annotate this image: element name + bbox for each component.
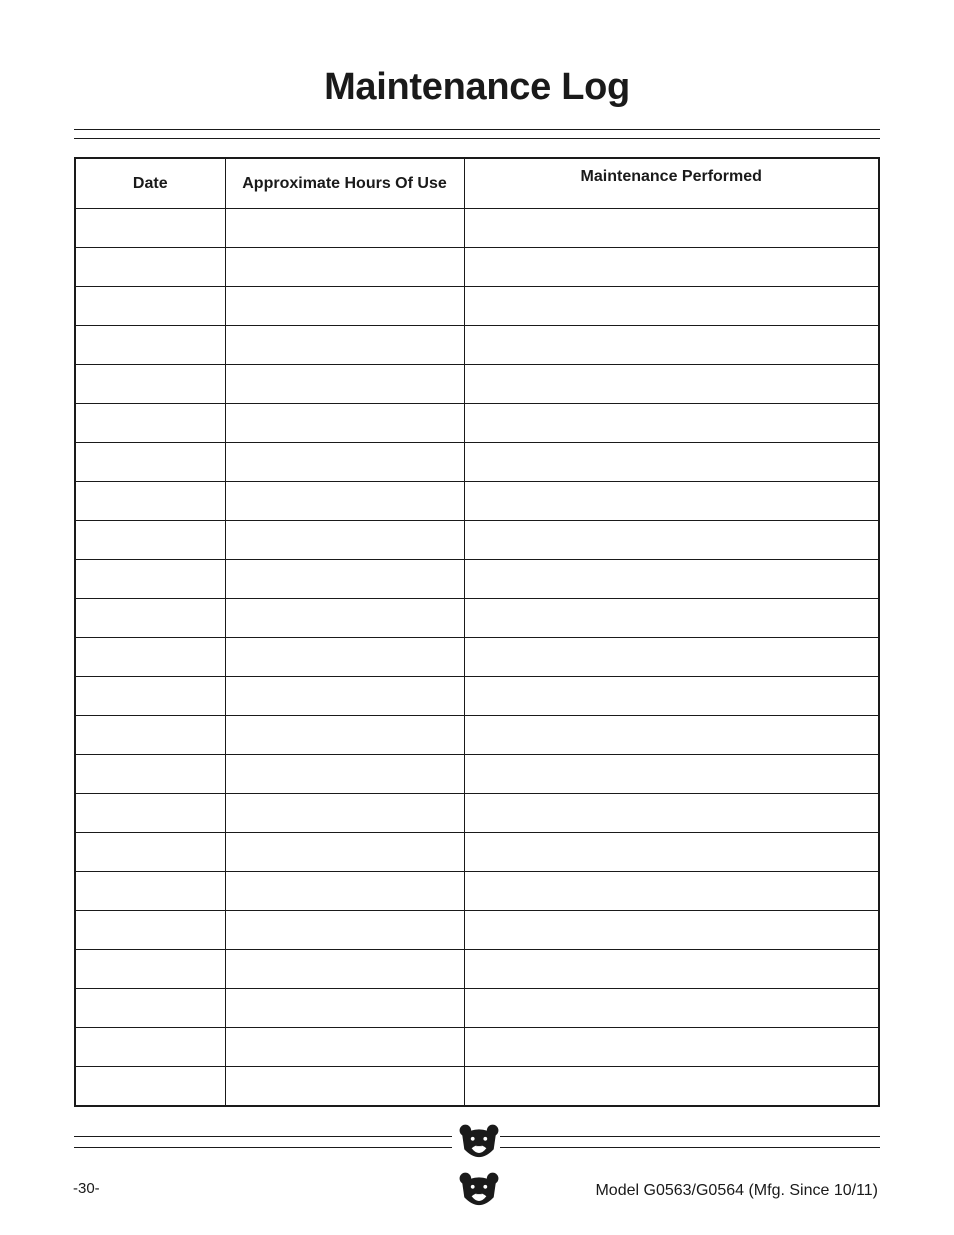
maintenance-cell[interactable] (464, 248, 879, 287)
table-row (75, 911, 879, 950)
date-cell[interactable] (75, 677, 225, 716)
hours-cell[interactable] (225, 872, 464, 911)
table-row (75, 560, 879, 599)
hours-cell[interactable] (225, 911, 464, 950)
footer-rule-right-top (500, 1136, 880, 1137)
model-info: Model G0563/G0564 (Mfg. Since 10/11) (595, 1182, 878, 1199)
table-row (75, 794, 879, 833)
date-cell[interactable] (75, 326, 225, 365)
maintenance-cell[interactable] (464, 716, 879, 755)
footer-rule-right-bottom (500, 1147, 880, 1148)
maintenance-cell[interactable] (464, 326, 879, 365)
table-row (75, 833, 879, 872)
header-rule-bottom (74, 138, 880, 139)
table-row (75, 521, 879, 560)
table-row (75, 365, 879, 404)
table-row (75, 404, 879, 443)
page-number: -30- (73, 1180, 100, 1197)
hours-cell[interactable] (225, 638, 464, 677)
date-cell[interactable] (75, 599, 225, 638)
table-row (75, 482, 879, 521)
maintenance-cell[interactable] (464, 638, 879, 677)
date-cell[interactable] (75, 248, 225, 287)
hours-cell[interactable] (225, 1067, 464, 1107)
page-title: Maintenance Log (324, 66, 630, 108)
hours-cell[interactable] (225, 209, 464, 248)
date-cell[interactable] (75, 872, 225, 911)
date-cell[interactable] (75, 989, 225, 1028)
date-cell[interactable] (75, 833, 225, 872)
date-cell[interactable] (75, 443, 225, 482)
date-cell[interactable] (75, 560, 225, 599)
date-cell[interactable] (75, 911, 225, 950)
maintenance-cell[interactable] (464, 482, 879, 521)
maintenance-cell[interactable] (464, 209, 879, 248)
maintenance-cell[interactable] (464, 1028, 879, 1067)
maintenance-cell[interactable] (464, 677, 879, 716)
maintenance-cell[interactable] (464, 521, 879, 560)
maintenance-cell[interactable] (464, 911, 879, 950)
hours-cell[interactable] (225, 989, 464, 1028)
date-cell[interactable] (75, 1067, 225, 1107)
table-row (75, 248, 879, 287)
date-cell[interactable] (75, 1028, 225, 1067)
date-cell[interactable] (75, 755, 225, 794)
table-row (75, 209, 879, 248)
hours-cell[interactable] (225, 443, 464, 482)
log-rows (75, 209, 879, 1107)
date-cell[interactable] (75, 404, 225, 443)
date-cell[interactable] (75, 950, 225, 989)
table-row (75, 1067, 879, 1107)
table-row (75, 716, 879, 755)
maintenance-cell[interactable] (464, 599, 879, 638)
hours-cell[interactable] (225, 521, 464, 560)
hours-cell[interactable] (225, 755, 464, 794)
footer-rule-left-bottom (74, 1147, 452, 1148)
hours-cell[interactable] (225, 365, 464, 404)
date-cell[interactable] (75, 482, 225, 521)
table-row (75, 989, 879, 1028)
hours-cell[interactable] (225, 833, 464, 872)
hours-cell[interactable] (225, 1028, 464, 1067)
table-row (75, 638, 879, 677)
grizzly-bear-head-icon (458, 1122, 500, 1164)
table-row (75, 599, 879, 638)
hours-cell[interactable] (225, 950, 464, 989)
table-row (75, 287, 879, 326)
hours-cell[interactable] (225, 326, 464, 365)
date-cell[interactable] (75, 716, 225, 755)
maintenance-cell[interactable] (464, 872, 879, 911)
maintenance-cell[interactable] (464, 755, 879, 794)
maintenance-cell[interactable] (464, 404, 879, 443)
table-row (75, 1028, 879, 1067)
maintenance-cell[interactable] (464, 1067, 879, 1107)
maintenance-cell[interactable] (464, 443, 879, 482)
maintenance-cell[interactable] (464, 833, 879, 872)
header-rule-top (74, 129, 880, 130)
hours-cell[interactable] (225, 794, 464, 833)
table-row (75, 872, 879, 911)
table-row (75, 443, 879, 482)
date-cell[interactable] (75, 365, 225, 404)
table-header-row (75, 158, 879, 209)
hours-cell[interactable] (225, 482, 464, 521)
hours-cell[interactable] (225, 560, 464, 599)
grizzly-bear-head-icon (458, 1170, 500, 1212)
hours-cell[interactable] (225, 248, 464, 287)
hours-cell[interactable] (225, 404, 464, 443)
date-cell[interactable] (75, 521, 225, 560)
maintenance-cell[interactable] (464, 794, 879, 833)
date-cell[interactable] (75, 209, 225, 248)
column-header-date: Date (75, 158, 225, 209)
maintenance-cell[interactable] (464, 950, 879, 989)
maintenance-cell[interactable] (464, 989, 879, 1028)
hours-cell[interactable] (225, 716, 464, 755)
date-cell[interactable] (75, 638, 225, 677)
maintenance-cell[interactable] (464, 560, 879, 599)
footer-rule-left-top (74, 1136, 452, 1137)
table-row (75, 950, 879, 989)
maintenance-cell[interactable] (464, 287, 879, 326)
date-cell[interactable] (75, 794, 225, 833)
table-row (75, 326, 879, 365)
table-row (75, 755, 879, 794)
hours-cell[interactable] (225, 677, 464, 716)
column-header-hours: Approximate Hours Of Use (225, 158, 464, 209)
date-cell[interactable] (75, 287, 225, 326)
hours-cell[interactable] (225, 287, 464, 326)
table-row (75, 677, 879, 716)
maintenance-log-table (74, 157, 880, 1107)
maintenance-cell[interactable] (464, 365, 879, 404)
column-header-maintenance: Maintenance Performed (464, 158, 879, 209)
hours-cell[interactable] (225, 599, 464, 638)
